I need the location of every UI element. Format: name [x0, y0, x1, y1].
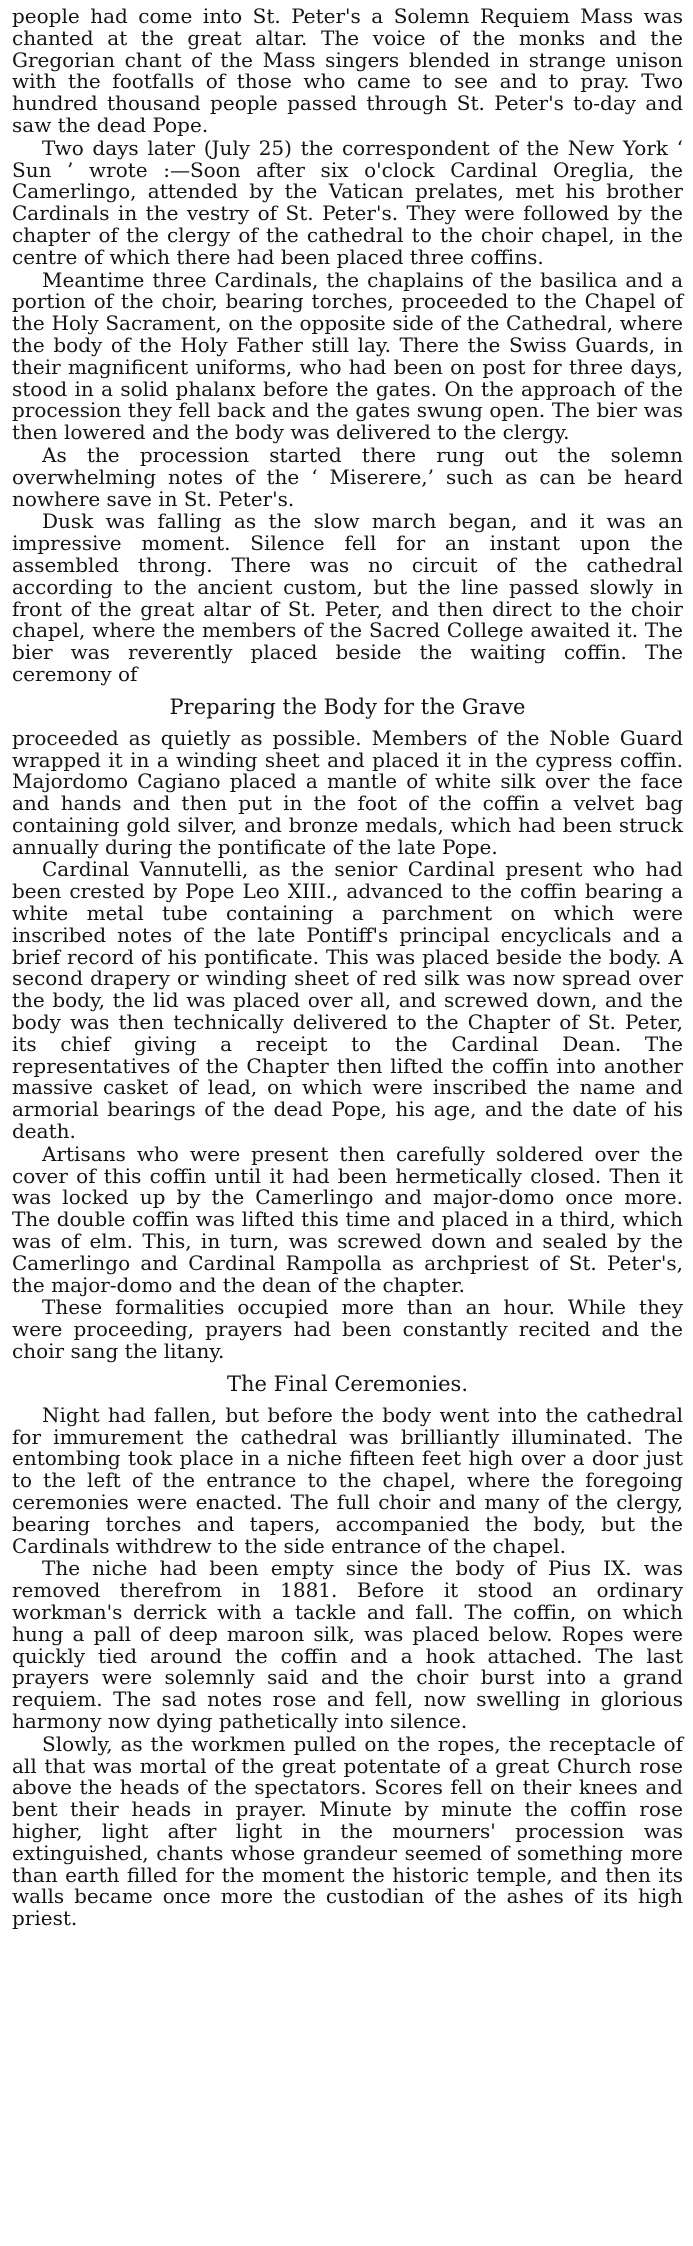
paragraph-7: Cardinal Vannutelli, as the senior Cardinal present who had been crested by Pope Leo XIII., advanced to the coffin bearing a white metal tube containing a parchment on which were inscribed notes of the late Pontiff's principal encyclicals and a brief record of his pontificate. This was placed beside the body. A second drapery or winding sheet of red silk was now spread over the body, the lid was placed over all, and screwed down, and the body was then technically delivered to the Chapter of St. Peter, its chief giving a receipt to the Cardinal Dean. The representatives of the Chapter then lifted the coffin into another massive casket of lead, on which were inscribed the name and armorial bearings of the dead Pope, his age, and the date of his death. — [12, 857, 683, 1144]
paragraph-6: proceeded as quietly as possible. Members of the Noble Guard wrapped it in a winding sheet and placed it in the cypress coffin. Majordomo Cagiano placed a mantle of white silk over the face and hands and then put in the foot of the coffin a velvet bag containing gold silver, and bronze medals, which had been struck annually during the pontificate of the late Pope. — [12, 725, 683, 859]
paragraph-9: These formalities occupied more than an hour. While they were proceeding, prayers had been constantly recited and the choir sang the litany. — [12, 1295, 683, 1364]
paragraph-2: Two days later (July 25) the correspondent of the New York ‘ Sun ’ wrote :—Soon after six o'clock Cardinal Oreglia, the Camerlingo, attended by the Vatican prelates, met his brother Cardinals in the vestry of St. Peter's. They were followed by the chapter of the clergy of the cathedral to the choir chapel, in the centre of which there had been placed three coffins. — [12, 135, 683, 269]
paragraph-12: Slowly, as the workmen pulled on the ropes, the receptacle of all that was mortal of the great potentate of a great Church rose above the heads of the spectators. Scores fell on their knees and bent their heads in prayer. Minute by minute the coffin rose higher, light after light in the mourners' procession was extinguished, chants whose grandeur seemed of something more than earth filled for the moment the historic temple, and then its walls became once more the custodian of the ashes of its high priest. — [12, 1731, 683, 1931]
paragraph-3: Meantime three Cardinals, the chaplains of the basilica and a portion of the choir, bearing torches, proceeded to the Chapel of the Holy Sacrament, on the opposite side of the Cathedral, where the body of the Holy Father still lay. There the Swiss Guards, in their magnificent uniforms, who had been on post for three days, stood in a solid phalanx before the gates. On the approach of the procession they fell back and the gates swung open. The bier was then lowered and the body was delivered to the clergy. — [12, 267, 683, 445]
section-heading-final-ceremonies: The Final Ceremonies. — [227, 1371, 468, 1396]
paragraph-8: Artisans who were present then carefully soldered over the cover of this coffin until it had been hermetically closed. Then it was locked up by the Camerlingo and major-domo once more. The double coffin was lifted this time and placed in a third, which was of elm. This, in turn, was screwed down and sealed by the Camerlingo and Cardinal Rampolla as archpriest of St. Peter's, the major-domo and the dean of the chapter. — [12, 1141, 683, 1297]
paragraph-5: Dusk was falling as the slow march began, and it was an impressive moment. Silence fell for an instant upon the assembled throng. There was no circuit of the cathedral according to the ancient custom, but the line passed slowly in front of the great altar of St. Peter, and then direct to the choir chapel, where the members of the Sacred College awaited it. The bier was reverently placed beside the waiting coffin. The ceremony of — [12, 509, 683, 686]
paragraph-11: The niche had been empty since the body of Pius IX. was removed therefrom in 1881. Before it stood an ordinary workman's derrick with a tackle and fall. The coffin, on which hung a pall of deep maroon silk, was placed below. Ropes were quickly tied around the coffin and a hook attached. The last prayers were solemnly said and the choir burst into a grand requiem. The sad notes rose and fell, now swelling in glorious harmony now dying pathetically into silence. — [12, 1556, 683, 1733]
paragraph-1: people had come into St. Peter's a Solemn Requiem Mass was chanted at the great altar. The voice of the monks and the Gregorian chant of the Mass singers blended in strange unison with the footfalls of those who came to see and to pray. Two hundred thousand people passed through St. Peter's to-day and saw the dead Pope. — [12, 4, 683, 137]
paragraph-4: As the procession started there rung out the solemn overwhelming notes of the ‘ Miserere,’ such as can be heard nowhere save in St. Peter's. — [12, 442, 683, 511]
section-heading-preparing: Preparing the Body for the Grave — [169, 694, 526, 719]
paragraph-10: Night had fallen, but before the body went into the cathedral for immurement the cathedral was brilliantly illuminated. The entombing took place in a niche fifteen feet high over a door just to the left of the entrance to the chapel, where the foregoing ceremonies were enacted. The full choir and many of the clergy, bearing torches and tapers, accompanied the body, but the Cardinals withdrew to the side entrance of the chapel. — [12, 1402, 683, 1558]
